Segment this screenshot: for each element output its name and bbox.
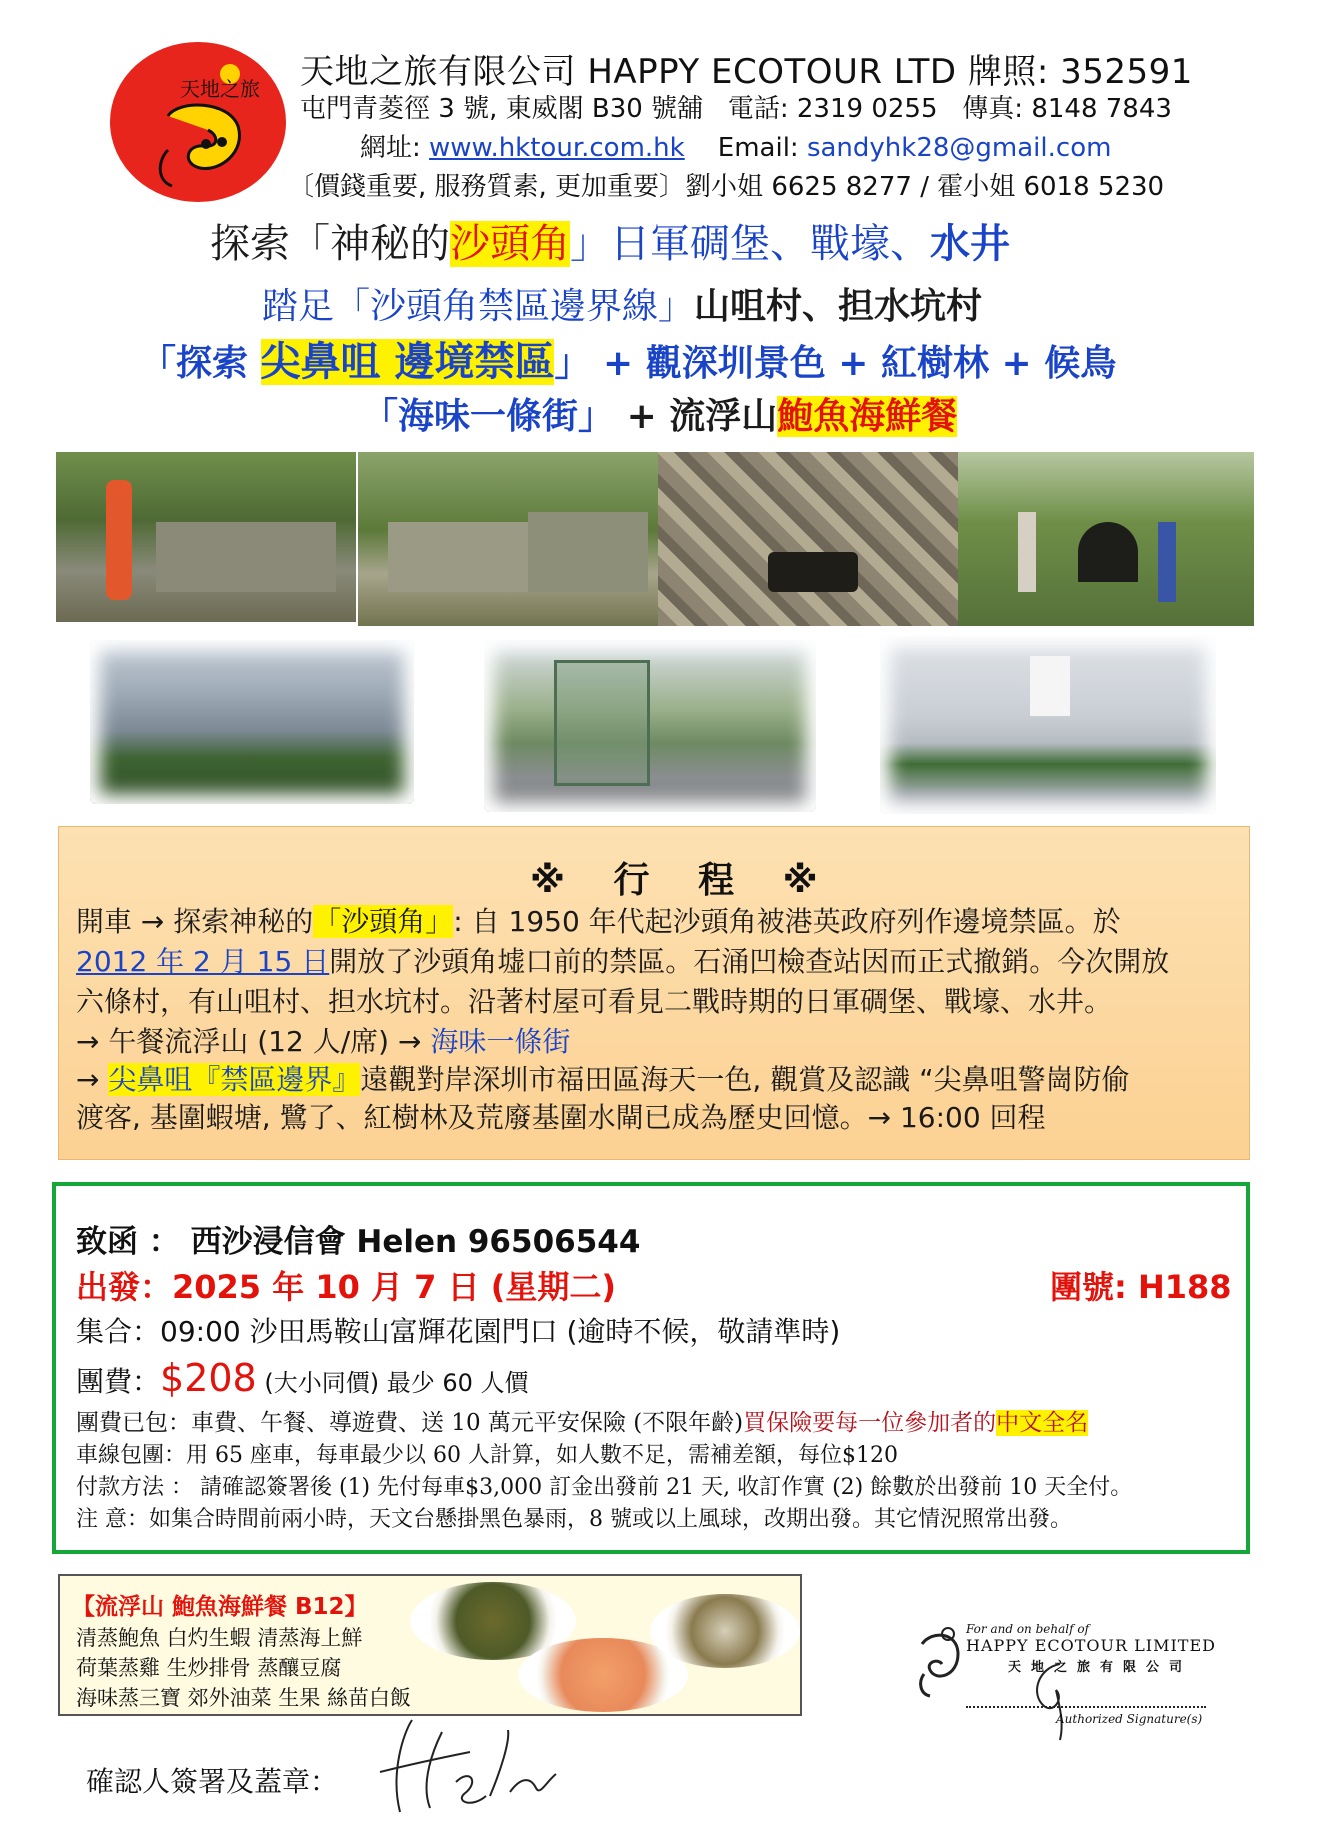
stamp-company-en: HAPPY ECOTOUR LIMITED [966, 1636, 1216, 1655]
itinerary-2-date: 2012 年 2 月 15 日 [76, 945, 330, 978]
itinerary-line-1 [76, 900, 1121, 940]
itinerary-1-b: : 自 1950 年代起沙頭角被港英政府列作邊境禁區。於 [453, 905, 1121, 938]
title-line-4 [362, 388, 957, 439]
menu-line-1: 清蒸鮑魚 白灼生蝦 清蒸海上鮮 [76, 1626, 363, 1650]
stamp-signature [1020, 1654, 1100, 1744]
payment-terms: 付款方法 ： 請確認簽署後 (1) 先付每車$3,000 訂金出發前 21 天, 收訂作實 (2) 餘數於出發前 10 天全付。 [76, 1475, 1133, 1500]
itinerary-5-a: → [76, 1063, 109, 1096]
photo-border-gate [484, 640, 816, 812]
included-b: 買保險要每一位參加者的 [743, 1410, 997, 1436]
fax-label: 傳真: [962, 94, 1024, 124]
weather-note: 注 意：如集合時間前兩小時，天文台懸掛黑色暴雨，8 號或以上風球，改期出發。其它情況照常出發。 [76, 1507, 1072, 1532]
address-line [300, 88, 1172, 125]
company-name-cn: 天地之旅有限公司 [300, 52, 576, 92]
authorized-signature-label: Authorized Signature(s) [1056, 1712, 1203, 1726]
included-a: 團費已包：車費、午餐、導遊費、送 10 萬元平安保險 (不限年齡) [76, 1410, 744, 1436]
bus-terms: 車線包團：用 65 座車，每車最少以 60 人計算，如人數不足，需補差額，每位$120 [76, 1443, 898, 1468]
address: 屯門青菱徑 3 號, 東威閣 B30 號舖 [300, 94, 704, 124]
itinerary-5-highlight: 尖鼻咀『禁區邊界』 [108, 1063, 361, 1096]
fax: 8148 7843 [1031, 94, 1172, 124]
stamp-for-behalf: For and on behalf of [966, 1622, 1090, 1636]
menu-line-3: 海味蒸三寶 郊外油菜 生果 絲苗白飯 [76, 1686, 412, 1710]
photo-bunker [358, 452, 658, 626]
menu-title: 【流浮山 鮑魚海鮮餐 B12】 [72, 1594, 368, 1620]
title-line-3 [140, 330, 1116, 387]
title-3-a: 「探索 [140, 343, 261, 384]
signature-line [966, 1706, 1206, 1708]
logo-text: 天地之旅 [180, 77, 260, 101]
confirmation-label: 確認人簽署及蓋章： [86, 1765, 339, 1798]
title-1-c: 水井 [930, 221, 1010, 267]
website-link[interactable]: www.hktour.com.hk [429, 133, 685, 163]
stamp-company-cn: 天地之旅有限公司 [1008, 1660, 1193, 1675]
tour-number: 團號: H188 [1050, 1268, 1232, 1306]
itinerary-line-2 [76, 940, 1169, 980]
fee-label: 團費： [76, 1365, 161, 1398]
itinerary-1-highlight: 「沙頭角」 [313, 905, 454, 938]
title-3-c: + 觀深圳景色 + 紅樹林 + 候鳥 [603, 343, 1117, 384]
title-2-b: 山咀村、担水坑村 [694, 286, 983, 327]
web-line [360, 127, 1111, 164]
slogan: 〔價錢重要, 服務質素, 更加重要〕劉小姐 6625 8277 / 霍小姐 6018 5230 [288, 172, 1165, 202]
title-2-a: 踏足「沙頭角禁區邊界線」 [262, 286, 695, 327]
title-4-highlight: 鮑魚海鮮餐 [777, 396, 958, 437]
itinerary-line-6: 渡客, 基圍蝦塘, 鷺了、紅樹林及荒廢基圍水閘已成為歷史回憶。→ 16:00 回程 [76, 1101, 1046, 1134]
fee-included [76, 1404, 1088, 1437]
title-4-a: 「海味一條街」 [362, 396, 615, 437]
meeting-point: 集合：09:00 沙田馬鞍山富輝花園門口 (逾時不候，敬請準時) [76, 1315, 841, 1348]
title-1-b: 」日軍碉堡、戰壕、 [570, 221, 930, 267]
company-name-line [300, 44, 1193, 93]
photo-tunnel-group [958, 452, 1254, 626]
included-highlight: 中文全名 [996, 1410, 1089, 1436]
fee-note: (大小同價) 最少 60 人價 [256, 1369, 529, 1397]
itinerary-line-5 [76, 1058, 1130, 1098]
company-logo [108, 40, 288, 204]
phone-label: 電話: [727, 94, 789, 124]
email-label: Email: [717, 133, 799, 163]
handwritten-signature [360, 1712, 580, 1822]
photo-stone-well [658, 452, 958, 626]
fee-price: $208 [160, 1356, 257, 1400]
title-3-b: 」 [554, 343, 591, 384]
photo-mangrove-pier [880, 636, 1216, 814]
itinerary-4-b: 海味一條街 [430, 1025, 571, 1058]
title-4-b: + 流浮山 [626, 396, 778, 437]
itinerary-heading: ※ 行 程 ※ [530, 860, 836, 901]
title-line-1 [210, 212, 1010, 269]
email-link[interactable]: sandyhk28@gmail.com [806, 133, 1112, 163]
title-1-a: 探索「神秘的 [210, 221, 450, 267]
departure-date: 出發：2025 年 10 月 7 日 (星期二) [76, 1268, 616, 1306]
license-label: 牌照: [967, 52, 1049, 92]
itinerary-line-4 [76, 1020, 570, 1060]
itinerary-1-a: 開車 → 探索神秘的 [76, 905, 314, 938]
title-1-highlight: 沙頭角 [450, 221, 570, 267]
menu-line-2: 荷葉蒸雞 生炒排骨 蒸釀豆腐 [76, 1656, 342, 1680]
booking-recipient: 致函 ： 西沙浸信會 Helen 96506544 [76, 1224, 641, 1260]
itinerary-2-b: 開放了沙頭角墟口前的禁區。石涌凹檢查站因而正式撤銷。今次開放 [329, 945, 1170, 978]
tour-fee [76, 1356, 529, 1400]
stamp-logo-icon [912, 1624, 968, 1700]
photo-bunker-hiker [56, 452, 356, 622]
itinerary-5-b: 遠觀對岸深圳市福田區海天一色, 觀賞及認識 “尖鼻咀警崗防偷 [360, 1063, 1130, 1096]
itinerary-line-3: 六條村，有山咀村、担水坑村。沿著村屋可看見二戰時期的日軍碉堡、戰壕、水井。 [76, 985, 1113, 1018]
phone: 2319 0255 [796, 94, 938, 124]
website-label: 網址: [360, 133, 421, 163]
title-line-2 [262, 278, 982, 329]
photo-steamed-fish-dish [650, 1594, 800, 1668]
license-number: 352591 [1060, 52, 1193, 92]
title-3-highlight: 尖鼻咀 邊境禁區 [260, 339, 555, 385]
company-name-en: HAPPY ECOTOUR LTD [587, 52, 957, 92]
itinerary-4-a: → 午餐流浮山 (12 人/席) → [76, 1025, 431, 1058]
photo-shenzhen-skyline [90, 640, 414, 804]
